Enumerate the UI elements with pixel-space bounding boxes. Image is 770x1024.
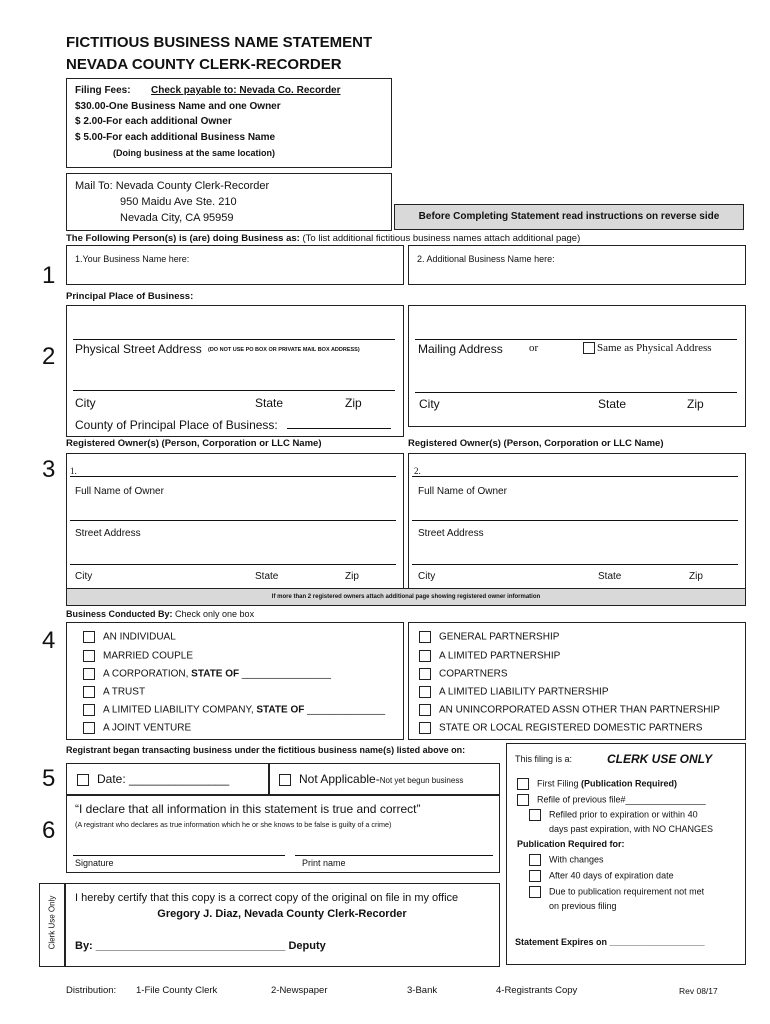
business-conducted-header bbox=[66, 609, 254, 619]
option-label: AN UNINCORPORATED ASSN OTHER THAN PARTNERSHIP bbox=[439, 704, 720, 716]
county-label: County of Principal Place of Business: bbox=[75, 418, 278, 432]
mail-line-3: Nevada City, CA 95959 bbox=[120, 212, 234, 224]
owner-2-name-line[interactable] bbox=[412, 476, 738, 477]
date-label: Date: _______________ bbox=[97, 772, 230, 786]
physical-city-label: City bbox=[75, 396, 96, 410]
declaration-note: (A registrant who declares as true information which he or she knows to be false is guilty of a crime) bbox=[75, 820, 392, 829]
no-po-box-note: (DO NOT USE PO BOX OR PRIVATE MAIL BOX ADDRESS) bbox=[208, 347, 360, 353]
not-applicable-checkbox[interactable] bbox=[279, 774, 291, 786]
business-name-1-label: 1.Your Business Name here: bbox=[75, 254, 190, 264]
or-label: or bbox=[529, 342, 539, 354]
section-6-number: 6 bbox=[42, 817, 56, 844]
option-domestic-partners[interactable] bbox=[419, 722, 702, 734]
same-as-physical[interactable] bbox=[583, 342, 712, 354]
physical-city-line[interactable] bbox=[73, 390, 395, 391]
checkbox[interactable] bbox=[83, 631, 95, 643]
mailing-address-line[interactable] bbox=[415, 339, 737, 340]
checkbox[interactable] bbox=[517, 794, 529, 806]
option-copartners[interactable] bbox=[419, 668, 508, 680]
option-label-tail: ________________ bbox=[239, 668, 331, 680]
owner-2-name-label: Full Name of Owner bbox=[418, 486, 507, 497]
county-line[interactable] bbox=[287, 428, 391, 429]
checkbox[interactable] bbox=[517, 778, 529, 790]
checkbox[interactable] bbox=[529, 870, 541, 882]
conducted-right-box bbox=[408, 622, 746, 740]
clerk-use-only-side-label: Clerk Use Only bbox=[47, 895, 57, 950]
owner-2-city-label: City bbox=[418, 571, 436, 582]
owner-2-street-label: Street Address bbox=[418, 528, 484, 539]
owner-1-zip-label: Zip bbox=[345, 571, 359, 582]
declaration-box bbox=[66, 795, 500, 873]
date-box[interactable] bbox=[66, 763, 270, 795]
option-label: COPARTNERS bbox=[439, 668, 508, 680]
signature-line[interactable] bbox=[73, 855, 285, 856]
option-general-partnership[interactable] bbox=[419, 631, 559, 643]
date-field[interactable] bbox=[77, 772, 229, 786]
option-llc[interactable] bbox=[83, 704, 385, 716]
clerk-use-only-box bbox=[506, 743, 746, 965]
mail-line-2: 950 Maidu Ave Ste. 210 bbox=[120, 196, 237, 208]
mailing-address-label: Mailing Address bbox=[418, 342, 503, 356]
option-married-couple[interactable] bbox=[83, 650, 193, 662]
form-subtitle: NEVADA COUNTY CLERK-RECORDER bbox=[66, 56, 342, 73]
mailing-city-label: City bbox=[419, 397, 440, 411]
checkbox[interactable] bbox=[83, 704, 95, 716]
owner-2-street-line[interactable] bbox=[412, 520, 738, 521]
checkbox[interactable] bbox=[419, 722, 431, 734]
conducted-left-box bbox=[66, 622, 404, 740]
option-label-bold: STATE OF bbox=[256, 704, 305, 716]
statement-expires[interactable]: Statement Expires on ___________________ bbox=[515, 937, 705, 947]
publication-not-met-label: Due to publication requirement not met bbox=[549, 886, 705, 897]
owner-1-number: 1. bbox=[70, 466, 77, 476]
owner-2-city-line[interactable] bbox=[412, 564, 738, 565]
fee-line-3: $ 5.00-For each additional Business Name bbox=[75, 132, 276, 143]
with-changes-label: With changes bbox=[549, 854, 604, 865]
same-as-physical-checkbox[interactable] bbox=[583, 342, 595, 354]
physical-address-line[interactable] bbox=[73, 339, 395, 340]
owner-2-zip-label: Zip bbox=[689, 571, 703, 582]
mailing-zip-label: Zip bbox=[687, 397, 704, 411]
checkbox[interactable] bbox=[419, 704, 431, 716]
checkbox[interactable] bbox=[419, 668, 431, 680]
filing-is-label: This filing is a: bbox=[515, 754, 573, 764]
mailing-address-box bbox=[408, 305, 746, 427]
checkbox[interactable] bbox=[529, 886, 541, 898]
began-transacting-label: Registrant began transacting business under the fictitious business name(s) listed above on: bbox=[66, 745, 466, 755]
not-yet-begun-label: Not yet begun business bbox=[379, 776, 464, 785]
not-applicable-label: Not Applicable- bbox=[299, 772, 380, 786]
not-applicable-option[interactable] bbox=[279, 772, 463, 786]
copy-2: 2-Newspaper bbox=[271, 985, 328, 996]
fees-label: Filing Fees: bbox=[75, 85, 131, 96]
additional-owners-note: If more than 2 registered owners attach additional page showing registered owner information bbox=[66, 588, 746, 606]
section-2-number: 2 bbox=[42, 343, 56, 370]
section-5-number: 5 bbox=[42, 765, 56, 792]
refile-label: Refile of previous file#________________ bbox=[537, 794, 706, 805]
section-3-number: 3 bbox=[42, 456, 56, 483]
same-as-physical-label: Same as Physical Address bbox=[597, 342, 712, 354]
option-label: A CORPORATION, bbox=[103, 668, 192, 680]
option-label-tail: ______________ bbox=[304, 704, 385, 716]
refile-option[interactable] bbox=[517, 794, 706, 806]
refiled-option[interactable] bbox=[529, 809, 698, 821]
section-4-number: 4 bbox=[42, 627, 56, 654]
owner-2-state-label: State bbox=[598, 571, 622, 582]
checkbox[interactable] bbox=[83, 686, 95, 698]
owner-1-street-label: Street Address bbox=[75, 528, 141, 539]
option-label: STATE OR LOCAL REGISTERED DOMESTIC PARTNERS bbox=[439, 722, 703, 734]
fee-line-1: $30.00-One Business Name and one Owner bbox=[75, 101, 281, 112]
checkbox[interactable] bbox=[419, 631, 431, 643]
payable-text: Check payable to: Nevada Co. Recorder bbox=[151, 85, 341, 96]
checkbox[interactable] bbox=[529, 854, 541, 866]
option-unincorporated-assn[interactable] bbox=[419, 704, 720, 716]
distribution-label: Distribution: bbox=[66, 985, 117, 996]
option-joint-venture[interactable] bbox=[83, 722, 191, 734]
option-label: MARRIED COUPLE bbox=[103, 650, 194, 662]
form-title: FICTITIOUS BUSINESS NAME STATEMENT bbox=[66, 34, 373, 51]
first-filing-label: First Filing bbox=[537, 778, 582, 789]
filing-fees-box bbox=[66, 78, 392, 168]
clerk-use-only-title: CLERK USE ONLY bbox=[607, 752, 713, 766]
option-limited-partnership[interactable] bbox=[419, 650, 560, 662]
date-checkbox[interactable] bbox=[77, 774, 89, 786]
owner-1-name-line[interactable] bbox=[70, 476, 396, 477]
publication-not-met-option[interactable] bbox=[529, 886, 704, 898]
checkbox[interactable] bbox=[83, 722, 95, 734]
owner-header-right: Registered Owner(s) (Person, Corporation or LLC Name) bbox=[408, 438, 664, 449]
print-name-line[interactable] bbox=[295, 855, 493, 856]
option-label: A LIMITED LIABILITY PARTNERSHIP bbox=[439, 686, 609, 698]
mailing-city-line[interactable] bbox=[415, 392, 737, 393]
mail-to-box bbox=[66, 173, 392, 231]
persons-header-bold: The Following Person(s) is (are) doing Business as: bbox=[66, 233, 300, 244]
owner-1-name-label: Full Name of Owner bbox=[75, 486, 164, 497]
business-conducted-bold: Business Conducted By: bbox=[66, 609, 173, 619]
owner-2-box bbox=[408, 453, 746, 589]
option-label: A LIMITED PARTNERSHIP bbox=[439, 650, 561, 662]
option-corporation[interactable] bbox=[83, 668, 331, 680]
owner-2-number: 2. bbox=[414, 466, 421, 476]
print-name-label: Print name bbox=[302, 858, 346, 868]
copy-3: 3-Bank bbox=[407, 985, 438, 996]
option-llp[interactable] bbox=[419, 686, 609, 698]
physical-address-box bbox=[66, 305, 404, 437]
refiled-label-2: days past expiration, with NO CHANGES bbox=[549, 824, 714, 834]
principal-place-label: Principal Place of Business: bbox=[66, 291, 194, 302]
business-name-2-label: 2. Additional Business Name here: bbox=[417, 254, 555, 264]
clerk-use-only-side bbox=[39, 883, 66, 967]
option-label: A TRUST bbox=[103, 686, 146, 698]
option-individual[interactable] bbox=[83, 631, 176, 643]
copy-1: 1-File County Clerk bbox=[136, 985, 218, 996]
option-label: AN INDIVIDUAL bbox=[103, 631, 176, 643]
checkbox[interactable] bbox=[83, 650, 95, 662]
business-name-2-field[interactable] bbox=[408, 245, 746, 285]
physical-zip-label: Zip bbox=[345, 396, 362, 410]
business-conducted-rest: Check only one box bbox=[172, 609, 255, 619]
owner-1-city-label: City bbox=[75, 571, 93, 582]
option-label: A JOINT VENTURE bbox=[103, 722, 192, 734]
owner-1-street-line[interactable] bbox=[70, 520, 396, 521]
deputy-line[interactable]: By: _______________________________ Deputy bbox=[75, 940, 326, 952]
clerk-recorder-name: Gregory J. Diaz, Nevada County Clerk-Recorder bbox=[157, 908, 407, 920]
certify-box bbox=[64, 883, 500, 967]
after-40-days-option[interactable] bbox=[529, 870, 674, 882]
publication-required-label: (Publication Required) bbox=[581, 778, 678, 789]
revision: Rev 08/17 bbox=[679, 986, 718, 996]
persons-header bbox=[66, 233, 580, 244]
physical-address-label: Physical Street Address bbox=[75, 342, 202, 356]
fee-line-4: (Doing business at the same location) bbox=[113, 148, 276, 158]
declaration-text: “I declare that all information in this statement is true and correct” bbox=[75, 802, 421, 816]
owner-1-city-line[interactable] bbox=[70, 564, 396, 565]
checkbox[interactable] bbox=[83, 668, 95, 680]
checkbox[interactable] bbox=[419, 686, 431, 698]
refiled-label: Refiled prior to expiration or within 40 bbox=[549, 809, 698, 820]
option-label: A LIMITED LIABILITY COMPANY, bbox=[103, 704, 257, 716]
after-40-days-label: After 40 days of expiration date bbox=[549, 870, 674, 881]
owner-1-box bbox=[66, 453, 404, 589]
owner-header-left: Registered Owner(s) (Person, Corporation or LLC Name) bbox=[66, 438, 322, 449]
publication-not-met-label-2: on previous filing bbox=[549, 901, 617, 911]
owner-1-state-label: State bbox=[255, 571, 279, 582]
fee-line-2: $ 2.00-For each additional Owner bbox=[75, 116, 232, 127]
option-label: GENERAL PARTNERSHIP bbox=[439, 631, 560, 643]
section-1-number: 1 bbox=[42, 262, 56, 289]
option-trust[interactable] bbox=[83, 686, 145, 698]
checkbox[interactable] bbox=[419, 650, 431, 662]
with-changes-option[interactable] bbox=[529, 854, 604, 866]
persons-header-rest: (To list additional fictitious business names attach additional page) bbox=[299, 233, 581, 244]
certify-text: I hereby certify that this copy is a correct copy of the original on file in my office bbox=[75, 892, 459, 904]
option-label-bold: STATE OF bbox=[191, 668, 240, 680]
physical-state-label: State bbox=[255, 396, 284, 410]
checkbox[interactable] bbox=[529, 809, 541, 821]
mailing-state-label: State bbox=[598, 397, 627, 411]
instructions-banner: Before Completing Statement read instructions on reverse side bbox=[394, 204, 744, 230]
business-name-1-field[interactable] bbox=[66, 245, 404, 285]
signature-label: Signature bbox=[75, 858, 114, 868]
not-applicable-box[interactable] bbox=[268, 763, 500, 795]
copy-4: 4-Registrants Copy bbox=[496, 985, 578, 996]
mail-line-1: Mail To: Nevada County Clerk-Recorder bbox=[75, 180, 270, 192]
first-filing-option[interactable] bbox=[517, 778, 677, 790]
publication-required-for: Publication Required for: bbox=[517, 839, 625, 849]
